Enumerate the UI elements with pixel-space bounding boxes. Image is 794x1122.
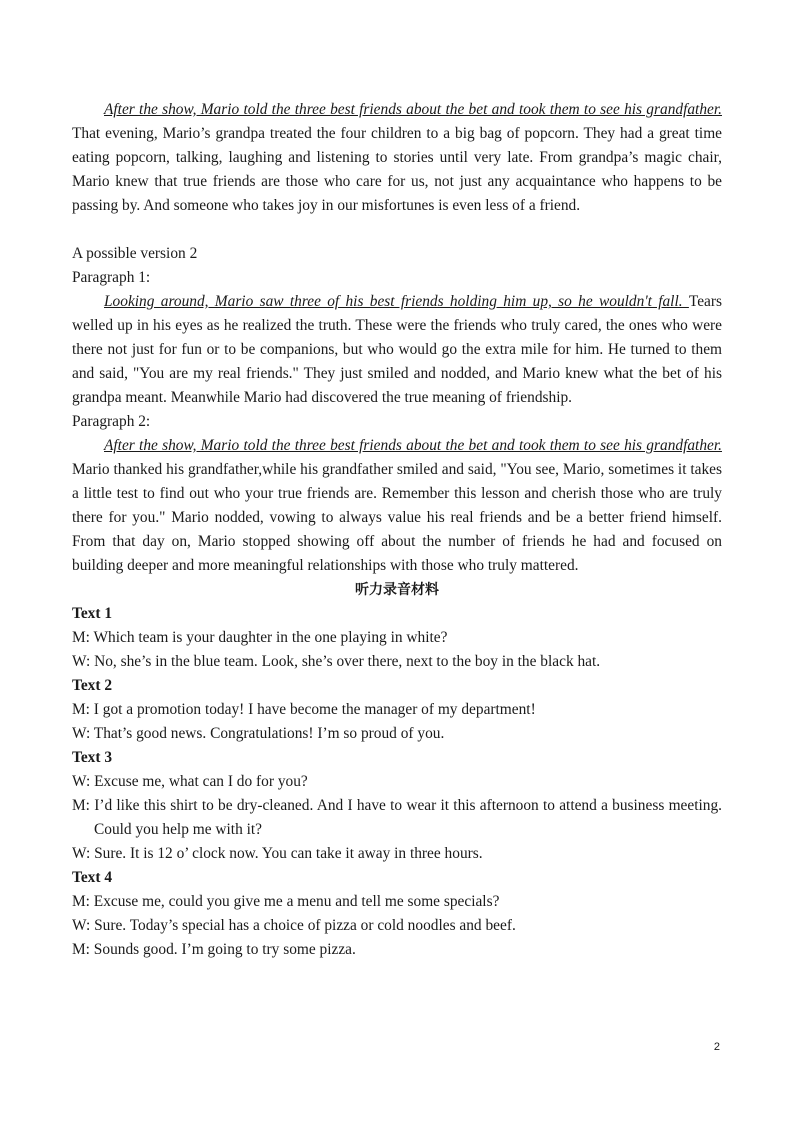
text4-line-3: M: Sounds good. I’m going to try some pizza. bbox=[72, 941, 356, 958]
text4-line-2: W: Sure. Today’s special has a choice of pizza or cold noodles and beef. bbox=[72, 917, 516, 934]
text2-heading: Text 2 bbox=[72, 677, 113, 694]
version2-title: A possible version 2 bbox=[72, 245, 198, 262]
v2-para2-lead: After the show, Mario told the three best friends about the bet and took them to see his grandfather. bbox=[104, 437, 722, 454]
text4-heading: Text 4 bbox=[72, 869, 113, 886]
text2-line-1: M: I got a promotion today! I have become the manager of my department! bbox=[72, 701, 536, 718]
text1-line-2: W: No, she’s in the blue team. Look, she’s over there, next to the boy in the black hat. bbox=[72, 653, 601, 670]
v2-para1-body: Tears welled up in his eyes as he realized the truth. These were the friends who truly cared, the ones who were there not just for fun or to be companions, but who would go the extra mile for him. He turned to them and said, "You are my real friends." They just smiled and nodded, and Mario knew what the bet of his grandpa meant. Meanwhile Mario had discovered the true meaning of friendship. bbox=[72, 293, 722, 406]
text2-line-2: W: That’s good news. Congratulations! I’m so proud of you. bbox=[72, 725, 445, 742]
listening-title: 听力录音材料 bbox=[355, 582, 439, 598]
v1-para2-lead: After the show, Mario told the three best friends about the bet and took them to see his grandfather. bbox=[104, 101, 722, 118]
text1-line-1: M: Which team is your daughter in the one playing in white? bbox=[72, 629, 448, 646]
v2-para2-body: Mario thanked his grandfather,while his grandfather smiled and said, "You see, Mario, sometimes it takes a little test to find out who your true friends are. Remember this lesson and cherish those who are truly there for you." Mario nodded, vowing to always value his real friends and be a better friend himself. From that day on, Mario stopped showing off about the number of friends he had and focused on building deeper and more meaningful relationships with those who truly mattered. bbox=[72, 461, 722, 574]
text3-line-2: M: I’d like this shirt to be dry-cleaned. And I have to wear it this afternoon to attend a business meeting. Could you help me with it? bbox=[72, 797, 722, 838]
v2-paragraph-1 bbox=[72, 290, 722, 410]
text3-line-1: W: Excuse me, what can I do for you? bbox=[72, 773, 308, 790]
document-page bbox=[72, 98, 722, 962]
page-number: 2 bbox=[713, 1041, 720, 1053]
v2-paragraph-2 bbox=[72, 434, 722, 578]
v1-paragraph-2 bbox=[72, 98, 722, 218]
text3-heading: Text 3 bbox=[72, 749, 113, 766]
v1-para2-body: That evening, Mario’s grandpa treated the four children to a big bag of popcorn. They had a great time eating popcorn, talking, laughing and listening to stories until very late. From grandpa’s magic chair, Mario knew that true friends are those who care for us, not just any acquaintance who happens to be passing by. And someone who takes joy in our misfortunes is even less of a friend. bbox=[72, 125, 722, 214]
text4-line-1: M: Excuse me, could you give me a menu and tell me some specials? bbox=[72, 893, 500, 910]
v2-para1-label: Paragraph 1: bbox=[72, 269, 151, 286]
v2-para2-label: Paragraph 2: bbox=[72, 413, 151, 430]
text1-heading: Text 1 bbox=[72, 605, 113, 622]
text3-line-3: W: Sure. It is 12 o’ clock now. You can take it away in three hours. bbox=[72, 845, 483, 862]
v2-para1-lead: Looking around, Mario saw three of his best friends holding him up, so he wouldn't fall. bbox=[104, 293, 689, 310]
